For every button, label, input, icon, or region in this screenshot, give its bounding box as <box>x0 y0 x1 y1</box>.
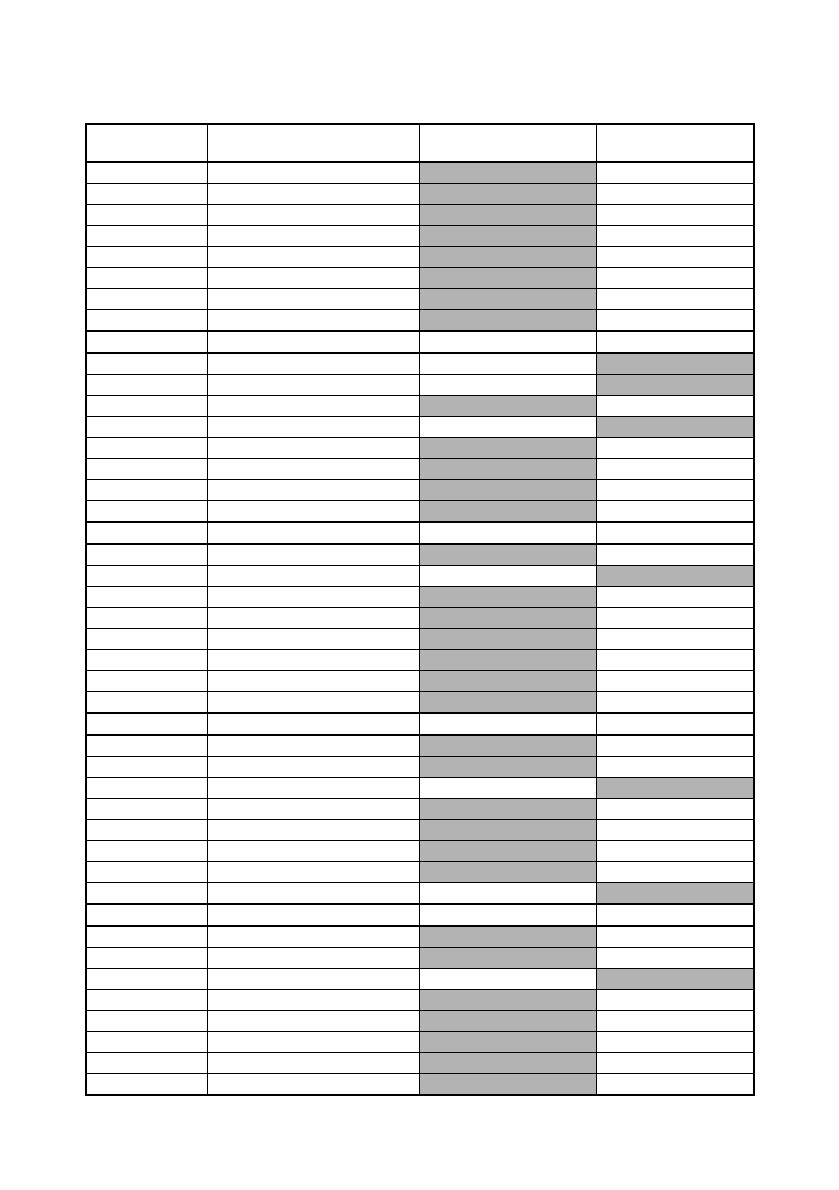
table-cell-shaded <box>596 969 754 990</box>
table-cell <box>86 375 207 396</box>
table-cell <box>207 713 419 735</box>
table-cell-shaded <box>419 926 596 948</box>
table-cell <box>596 205 754 226</box>
table-row <box>86 331 754 353</box>
table-row <box>86 608 754 629</box>
table-row <box>86 1053 754 1074</box>
header-row <box>86 124 754 162</box>
table-row <box>86 205 754 226</box>
table-cell <box>86 566 207 587</box>
table-cell <box>596 184 754 205</box>
table-cell <box>207 289 419 310</box>
table-cell <box>419 417 596 438</box>
table-cell-shaded <box>419 757 596 778</box>
table-cell-shaded <box>419 396 596 417</box>
table-row <box>86 778 754 799</box>
table-cell <box>86 587 207 608</box>
table-cell <box>419 566 596 587</box>
table-row <box>86 1011 754 1032</box>
table-cell <box>207 205 419 226</box>
table-cell <box>86 799 207 820</box>
table-row <box>86 396 754 417</box>
table-cell <box>86 522 207 544</box>
table-cell <box>207 587 419 608</box>
table-cell <box>86 501 207 523</box>
table-cell <box>596 841 754 862</box>
table-cell <box>207 480 419 501</box>
table-cell <box>596 671 754 692</box>
table-cell <box>86 205 207 226</box>
table-row <box>86 289 754 310</box>
table-cell <box>596 904 754 926</box>
table-row <box>86 862 754 883</box>
header-cell-3 <box>419 124 596 162</box>
table-cell <box>596 247 754 268</box>
table-row <box>86 566 754 587</box>
table-cell <box>207 184 419 205</box>
table-cell <box>207 310 419 332</box>
table-cell <box>86 926 207 948</box>
table-cell-shaded <box>419 184 596 205</box>
table-cell-shaded <box>419 1032 596 1053</box>
table-row <box>86 247 754 268</box>
table-cell <box>596 735 754 757</box>
table-cell <box>207 226 419 247</box>
table-row <box>86 713 754 735</box>
table-row <box>86 480 754 501</box>
table-cell <box>207 247 419 268</box>
table-cell <box>207 544 419 566</box>
table-cell <box>207 671 419 692</box>
table-cell-shaded <box>419 587 596 608</box>
table-row <box>86 820 754 841</box>
table-cell <box>86 331 207 353</box>
table-row <box>86 310 754 332</box>
table-cell <box>86 1011 207 1032</box>
table-cell-shaded <box>419 948 596 969</box>
table-cell <box>596 480 754 501</box>
table-cell <box>86 862 207 883</box>
table-cell <box>207 948 419 969</box>
table-cell <box>596 310 754 332</box>
table-row <box>86 735 754 757</box>
table-cell-shaded <box>419 268 596 289</box>
table-row <box>86 883 754 905</box>
table-row <box>86 417 754 438</box>
table-cell-shaded <box>419 289 596 310</box>
table-row <box>86 501 754 523</box>
header-cell-2 <box>207 124 419 162</box>
table-cell <box>596 926 754 948</box>
table-cell <box>86 629 207 650</box>
table-cell <box>596 820 754 841</box>
table-cell <box>207 990 419 1011</box>
table-cell <box>86 713 207 735</box>
table-cell-shaded <box>419 501 596 523</box>
table-cell <box>86 650 207 671</box>
table-cell <box>596 799 754 820</box>
table-cell <box>596 522 754 544</box>
table-cell <box>596 1053 754 1074</box>
table-cell <box>207 820 419 841</box>
table-cell <box>207 926 419 948</box>
table-cell <box>596 713 754 735</box>
table-cell <box>596 692 754 714</box>
table-cell <box>86 1032 207 1053</box>
table-cell <box>207 268 419 289</box>
table-cell <box>596 438 754 459</box>
table-cell <box>207 757 419 778</box>
table-cell <box>86 990 207 1011</box>
table-cell <box>596 650 754 671</box>
table-cell <box>596 226 754 247</box>
table-cell <box>86 353 207 375</box>
table-cell <box>207 522 419 544</box>
table-cell <box>596 757 754 778</box>
table-cell <box>207 501 419 523</box>
table-row <box>86 904 754 926</box>
table-cell <box>207 1032 419 1053</box>
table-row <box>86 544 754 566</box>
table-row <box>86 948 754 969</box>
table-row <box>86 353 754 375</box>
table-cell <box>207 799 419 820</box>
table-cell <box>207 1011 419 1032</box>
table-cell <box>207 692 419 714</box>
table-cell <box>596 608 754 629</box>
table-cell <box>596 629 754 650</box>
table-cell <box>207 1074 419 1096</box>
table-row <box>86 522 754 544</box>
table-cell <box>207 650 419 671</box>
table-cell <box>86 820 207 841</box>
table-row <box>86 757 754 778</box>
table-cell <box>86 1074 207 1096</box>
table-cell <box>86 310 207 332</box>
table-cell <box>596 459 754 480</box>
table-cell <box>86 226 207 247</box>
table-cell <box>207 353 419 375</box>
table-cell <box>86 480 207 501</box>
table-cell-shaded <box>419 820 596 841</box>
table-cell-shaded <box>419 1011 596 1032</box>
table-row <box>86 184 754 205</box>
table-cell <box>207 375 419 396</box>
table-row <box>86 969 754 990</box>
table-cell <box>207 417 419 438</box>
table-cell <box>419 375 596 396</box>
table-cell-shaded <box>419 226 596 247</box>
table-cell <box>596 1032 754 1053</box>
table-cell <box>86 608 207 629</box>
schedule-table <box>85 123 755 1096</box>
table-cell <box>596 990 754 1011</box>
table-cell-shaded <box>419 671 596 692</box>
table-cell <box>207 778 419 799</box>
table-cell-shaded <box>419 438 596 459</box>
table-cell <box>207 904 419 926</box>
table-cell <box>86 459 207 480</box>
table-cell <box>419 904 596 926</box>
table-cell <box>419 331 596 353</box>
table-row <box>86 990 754 1011</box>
table-cell-shaded <box>596 778 754 799</box>
table-cell <box>596 501 754 523</box>
table-cell-shaded <box>596 883 754 905</box>
table-row <box>86 587 754 608</box>
table-row <box>86 226 754 247</box>
table-cell <box>86 289 207 310</box>
table-cell <box>86 438 207 459</box>
table-row <box>86 671 754 692</box>
table-cell <box>86 692 207 714</box>
table-cell <box>596 587 754 608</box>
table-cell <box>596 162 754 184</box>
table-cell-shaded <box>419 480 596 501</box>
header-cell-4 <box>596 124 754 162</box>
table-cell <box>419 778 596 799</box>
table-row <box>86 438 754 459</box>
table-cell <box>596 396 754 417</box>
table-cell <box>86 841 207 862</box>
table-cell <box>596 331 754 353</box>
table-cell <box>596 289 754 310</box>
table-cell <box>86 268 207 289</box>
table-cell <box>86 735 207 757</box>
table-cell <box>419 883 596 905</box>
table-cell <box>207 841 419 862</box>
table-row <box>86 375 754 396</box>
table-cell <box>207 735 419 757</box>
table-row <box>86 692 754 714</box>
table-cell <box>86 948 207 969</box>
table-cell <box>207 459 419 480</box>
table-cell-shaded <box>419 608 596 629</box>
table-cell-shaded <box>596 417 754 438</box>
table-cell <box>419 522 596 544</box>
table-cell <box>86 544 207 566</box>
table-cell <box>207 862 419 883</box>
table-cell <box>596 948 754 969</box>
table-cell <box>207 331 419 353</box>
table-cell <box>596 544 754 566</box>
table-header <box>86 124 754 162</box>
table-cell-shaded <box>419 862 596 883</box>
table-cell <box>207 629 419 650</box>
table-cell-shaded <box>419 990 596 1011</box>
table-cell <box>596 1011 754 1032</box>
table-cell-shaded <box>419 841 596 862</box>
table-cell <box>596 1074 754 1096</box>
table-row <box>86 799 754 820</box>
table-body <box>86 162 754 1095</box>
table-cell-shaded <box>419 692 596 714</box>
table-cell-shaded <box>419 629 596 650</box>
table-cell <box>596 862 754 883</box>
table-cell <box>86 1053 207 1074</box>
table-cell-shaded <box>419 247 596 268</box>
table-cell-shaded <box>419 799 596 820</box>
table-row <box>86 162 754 184</box>
table-cell-shaded <box>419 735 596 757</box>
table-cell <box>86 671 207 692</box>
table-row <box>86 650 754 671</box>
table-cell <box>207 969 419 990</box>
table-cell <box>86 417 207 438</box>
table-row <box>86 459 754 480</box>
table-cell <box>207 438 419 459</box>
table-cell <box>419 969 596 990</box>
table-cell-shaded <box>419 310 596 332</box>
table-row <box>86 926 754 948</box>
table-cell <box>207 566 419 587</box>
table-cell <box>86 904 207 926</box>
table-cell <box>86 757 207 778</box>
table-cell <box>419 353 596 375</box>
table-cell <box>207 396 419 417</box>
table-row <box>86 629 754 650</box>
table-cell <box>86 247 207 268</box>
table-row <box>86 268 754 289</box>
table-row <box>86 1032 754 1053</box>
table-cell-shaded <box>419 1053 596 1074</box>
table-cell <box>86 396 207 417</box>
table-cell <box>207 608 419 629</box>
table-cell <box>86 778 207 799</box>
table-cell-shaded <box>596 353 754 375</box>
table-row <box>86 841 754 862</box>
table-cell-shaded <box>419 544 596 566</box>
table-cell-shaded <box>419 162 596 184</box>
table-cell <box>419 713 596 735</box>
table-cell-shaded <box>419 205 596 226</box>
table-cell <box>207 1053 419 1074</box>
table-row <box>86 1074 754 1096</box>
table-cell <box>86 883 207 905</box>
header-cell-1 <box>86 124 207 162</box>
table-cell <box>86 969 207 990</box>
table-cell <box>86 184 207 205</box>
table-cell <box>207 162 419 184</box>
table-cell <box>86 162 207 184</box>
table-cell-shaded <box>419 650 596 671</box>
table-cell-shaded <box>596 375 754 396</box>
table-cell-shaded <box>596 566 754 587</box>
table-cell-shaded <box>419 1074 596 1096</box>
table-cell <box>207 883 419 905</box>
table-cell <box>596 268 754 289</box>
table-cell-shaded <box>419 459 596 480</box>
